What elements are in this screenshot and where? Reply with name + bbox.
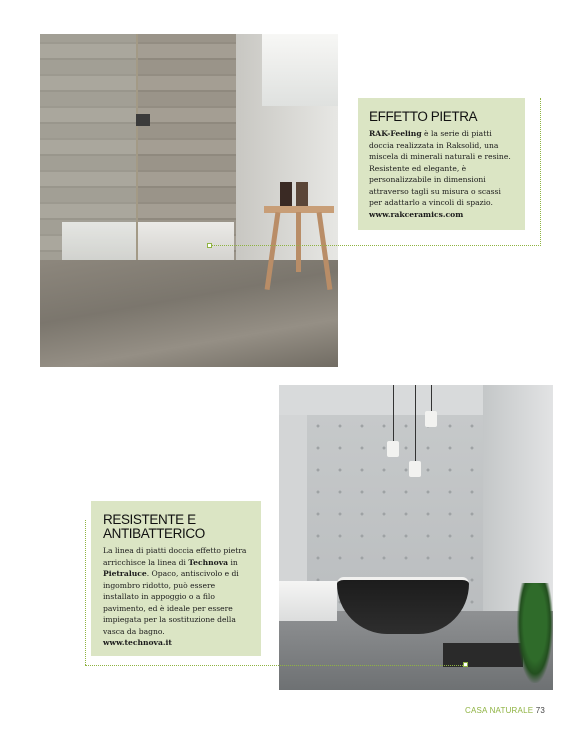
- leader-marker: [207, 243, 212, 248]
- page-footer: [465, 706, 545, 715]
- pendant-lamp: [387, 441, 399, 457]
- brand-name: RAK-Feeling: [369, 129, 422, 138]
- caption-title: RESISTENTE E ANTIBATTERICO: [103, 512, 205, 541]
- washbasin: [279, 581, 337, 621]
- window-light: [262, 34, 338, 106]
- stone-shower-photo: [40, 34, 338, 367]
- leader-line: [212, 245, 541, 246]
- shower-control: [136, 114, 150, 126]
- website-link[interactable]: www.rakceramics.com: [369, 209, 464, 219]
- shower-tray: [443, 643, 523, 667]
- plant: [517, 583, 553, 683]
- caption-body: RAK-Feeling è la serie di piatti doccia realizzata in Raksolid, una miscela di minerali naturali e resine. Resistente ed elegante, è personalizzabile in dimensioni attraverso tagli su misura o scassi per adattarlo a vincoli di spazio.: [369, 129, 511, 207]
- website-link[interactable]: www.technova.it: [103, 638, 172, 647]
- leader-line: [540, 98, 541, 246]
- caption-box-effetto-pietra: [358, 98, 525, 230]
- leader-marker: [463, 662, 468, 667]
- brand-name: Technova: [188, 557, 229, 567]
- pendant-lamp: [425, 411, 437, 427]
- wooden-stool: [264, 206, 334, 290]
- magazine-name: CASA NATURALE: [465, 706, 534, 715]
- pendant-lamp: [409, 461, 421, 477]
- glass-door: [40, 34, 138, 260]
- caption-title: EFFETTO PIETRA: [369, 109, 478, 124]
- leader-line: [85, 520, 86, 665]
- product-name: Pietraluce: [103, 569, 147, 578]
- caption-box-resistente: [91, 501, 261, 656]
- concrete-bathroom-photo: [279, 385, 553, 690]
- caption-body: La linea di piatti doccia effetto pietra arricchisce la linea di Technova in Pietraluce. Opaco, antiscivolo e di ingombro ridotto, può essere installato in appoggio o a filo pavimento, ed è ideale per essere impiegata per la sostituzione della vasca da bagno.: [103, 546, 247, 636]
- bottles: [280, 182, 320, 208]
- leader-line: [85, 665, 467, 666]
- page-number: 73: [535, 706, 545, 715]
